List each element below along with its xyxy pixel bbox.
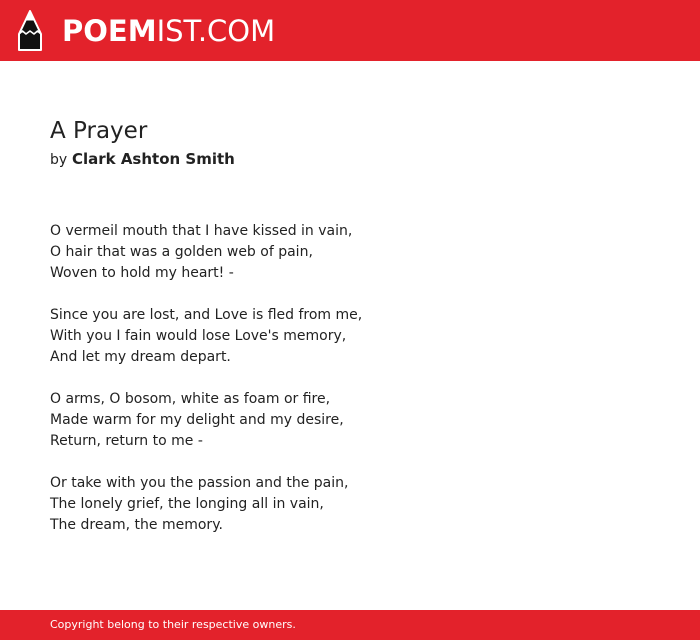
poem-line: Or take with you the passion and the pain,	[50, 475, 349, 491]
site-logo-text	[62, 9, 275, 53]
byline-label: by	[50, 152, 68, 168]
site-header	[0, 0, 700, 61]
logo-text-bold: POEM	[62, 14, 157, 48]
site-logo-link[interactable]	[16, 9, 275, 53]
poem-line: Since you are lost, and Love is fled from me,	[50, 307, 363, 323]
poem-line: O hair that was a golden web of pain,	[50, 244, 313, 260]
poem-line: O vermeil mouth that I have kissed in vain,	[50, 223, 353, 239]
poem-body	[50, 221, 650, 536]
stanza	[50, 473, 650, 536]
pencil-tip-icon	[16, 10, 44, 52]
poem-line: Return, return to me -	[50, 433, 203, 449]
author-link[interactable]: Clark Ashton Smith	[71, 150, 235, 168]
logo-text-light: IST.COM	[156, 14, 276, 48]
stanza	[50, 221, 650, 284]
stanza	[50, 305, 650, 368]
site-footer	[0, 610, 700, 640]
poem-line: And let my dream depart.	[50, 349, 231, 365]
poem-line: Made warm for my delight and my desire,	[50, 412, 344, 428]
poem-title: A Prayer	[50, 118, 148, 144]
poem-line: The dream, the memory.	[50, 517, 223, 533]
poem-container	[50, 116, 650, 557]
poem-line: O arms, O bosom, white as foam or fire,	[50, 391, 331, 407]
poem-line: Woven to hold my heart! -	[50, 265, 234, 281]
poem-line: With you I fain would lose Love's memory,	[50, 328, 347, 344]
stanza	[50, 389, 650, 452]
poem-byline	[50, 148, 650, 171]
poem-line: The lonely grief, the longing all in vain,	[50, 496, 324, 512]
copyright-text: Copyright belong to their respective owners.	[50, 618, 296, 631]
